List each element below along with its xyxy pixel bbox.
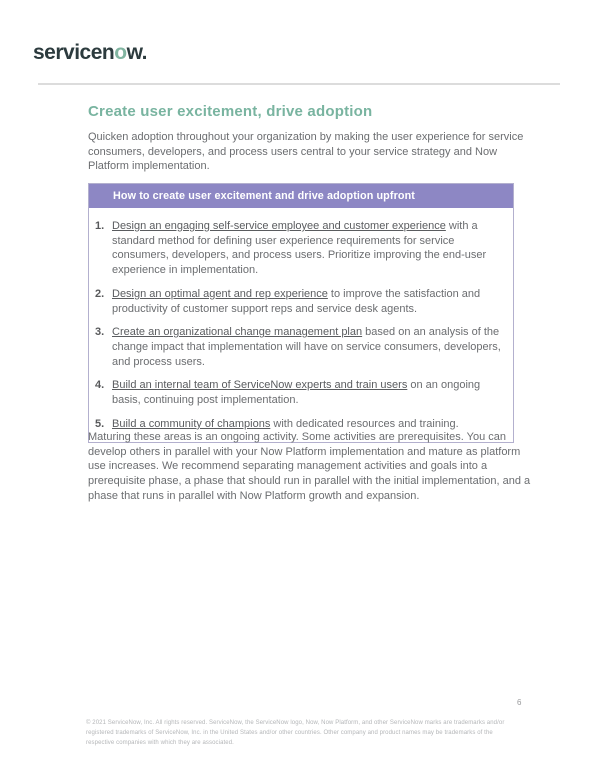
logo-text-left: servicen (33, 41, 115, 64)
item-number: 3. (95, 326, 105, 339)
servicenow-logo (33, 41, 147, 65)
table-body (89, 208, 513, 442)
item-number: 2. (95, 287, 105, 300)
page-number: 6 (517, 698, 522, 707)
item-link[interactable]: Design an optimal agent and rep experience (112, 287, 328, 300)
item-text (112, 378, 501, 407)
list-item-3 (95, 325, 501, 369)
table-header: How to create user excitement and drive adoption upfront (89, 184, 513, 208)
closing-paragraph: Maturing these areas is an ongoing activity. Some activities are prerequisites. You can develop others in parallel with your Now Platform implementation and mature as platform use increases. We recommend separating management activities and goals into a prerequisite phase, a phase that should run in parallel with the initial implementation, and a phase that runs in parallel with Now Platform growth and expansion. (88, 431, 531, 502)
header-divider (38, 83, 560, 85)
list-item-1 (95, 219, 501, 278)
list-item-2 (95, 287, 501, 316)
item-rest: with a standard method for defining user experience requirements for service consumers, developers, and process users. Prioritize improving the end-user experience in implementation. (112, 220, 487, 277)
list-item-4 (95, 378, 501, 407)
item-rest: on an ongoing basis, continuing post implementation. (112, 379, 481, 407)
item-rest: based on an analysis of the change impact that implementation will have on service consumers, developers, and process users. (112, 326, 501, 368)
item-link[interactable]: Build an internal team of ServiceNow experts and train users (112, 379, 408, 392)
item-link[interactable]: Design an engaging self-service employee and customer experience (112, 220, 446, 232)
item-text (112, 287, 501, 316)
intro-paragraph: Quicken adoption throughout your organization by making the user experience for service consumers, developers, and process users central to your service strategy and Now Platform implementation. (88, 131, 524, 173)
item-number: 5. (95, 417, 105, 430)
logo-green-o: o (114, 41, 127, 64)
how-to-table (88, 183, 514, 443)
footer-legal: © 2021 ServiceNow, Inc. All rights reserved. ServiceNow, the ServiceNow logo, Now, Now Platform, and other ServiceNow marks are trademarks and/or registered trademarks of ServiceNow, Inc. in the United States and/or other countries. Other company and product names may be trademarks of the respective companies with which they are associated. (86, 720, 505, 746)
item-rest: to improve the satisfaction and productivity of customer support reps and service desk agents. (112, 287, 481, 315)
page-title: Create user excitement, drive adoption (88, 103, 373, 120)
item-text (112, 219, 501, 278)
item-rest: with dedicated resources and training. (270, 417, 459, 430)
item-link[interactable]: Build a community of champions (112, 417, 271, 430)
item-number: 1. (95, 220, 105, 232)
item-link[interactable]: Create an organizational change management plan (112, 326, 363, 339)
item-text (112, 325, 501, 369)
logo-dot: . (141, 41, 147, 64)
item-number: 4. (95, 379, 105, 392)
logo-text-right: w (126, 41, 142, 64)
